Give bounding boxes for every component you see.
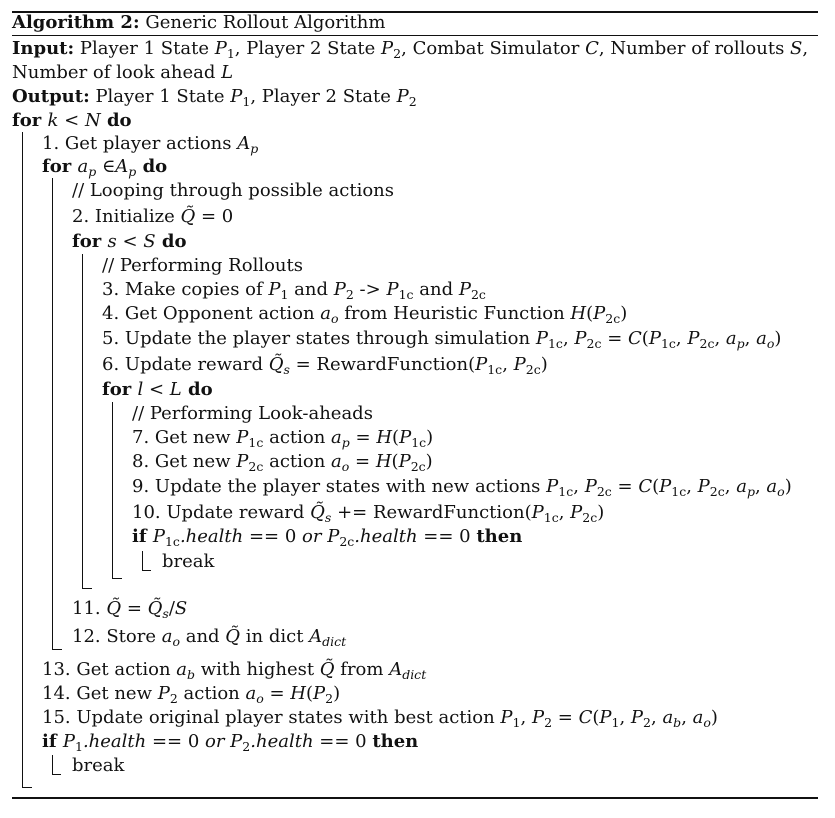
subscript-text: 2 [544,715,553,730]
subscript-text: o [256,691,264,706]
text-fragment: // Looping through possible actions [72,180,395,201]
subscript-text: o [341,459,350,474]
text-fragment: , [573,476,585,497]
text-fragment: a [331,427,342,448]
text-fragment: P [475,354,488,375]
text-fragment: a [766,476,778,497]
subscript-text: dict [322,634,347,649]
text-fragment: ) [784,476,792,497]
text-fragment: P [333,279,346,300]
text-fragment: P [236,427,249,448]
subscript-text: s [162,606,169,621]
text-fragment: P [236,451,249,472]
text-fragment: Player 1 State [89,86,231,107]
text-fragment: ( [305,683,314,704]
algo-line-for-lookahead [102,379,213,401]
text-fragment: P [513,354,526,375]
algo-line-3 [102,279,486,301]
block-foot-outer-for [22,787,32,788]
algo-line-5 [102,328,781,350]
text-fragment: Q̃ [268,354,284,375]
block-foot-for-rollouts [82,588,92,589]
text-fragment: Q̃ [106,598,122,619]
text-fragment: action [263,427,332,448]
subscript-text: o [766,336,775,351]
output-label: Output: [12,86,90,107]
text-fragment: P [381,38,394,59]
text-fragment: P [531,707,545,728]
input-line-continued [12,62,233,84]
algo-line-outer-for [12,110,132,132]
text-fragment: 4. Get Opponent action [102,303,321,324]
text-fragment: action [177,683,246,704]
block-foot-for-lookahead [112,578,122,579]
text-fragment: 14. Get new [42,683,158,704]
text-fragment: ) [426,427,434,448]
text-fragment: , Number of rollouts [598,38,791,59]
text-fragment: P [584,476,597,497]
text-fragment: N [84,110,101,131]
text-fragment: P [62,731,75,752]
text-fragment: and [413,279,459,300]
caption-rule [12,35,818,36]
subscript-text: 1 [226,46,235,61]
text-fragment: 10. Update reward [132,502,311,523]
text-fragment: P [687,328,700,349]
subscript-text: 2c [582,510,598,525]
input-text-2 [12,62,233,83]
text-fragment: // Performing Look-aheads [132,403,373,424]
subscript-text: 1 [242,94,251,109]
subscript-text: 1c [558,484,574,499]
text-fragment: H [376,427,393,448]
text-fragment: S [174,598,188,619]
text-fragment: P [630,707,644,728]
text-fragment: L [221,62,234,83]
text-fragment: P [386,279,399,300]
text-fragment: 1. Get player actions [42,133,238,154]
text-fragment: P [574,328,587,349]
text-fragment: , [619,707,631,728]
text-fragment: 7. Get new [132,427,237,448]
text-fragment: // Performing Rollouts [102,255,303,276]
text-fragment: a [725,328,737,349]
block-foot-for-actions [52,649,62,650]
text-fragment: , [714,328,726,349]
text-fragment: and [180,626,226,647]
text-fragment: do [155,231,187,252]
subscript-text: 1 [611,715,620,730]
subscript-text: p [250,141,259,156]
text-fragment: a [245,683,257,704]
text-fragment: Q̃ [180,206,196,227]
text-fragment: ) [597,502,605,523]
subscript-text: 2 [643,715,651,730]
text-fragment: ( [652,476,660,497]
text-fragment: and [288,279,334,300]
text-fragment: 5. Update the player states through simulation [102,328,536,349]
text-fragment: == 0 [146,731,205,752]
text-fragment: C [578,707,593,728]
subscript-text: p [88,164,97,179]
subscript-text: 2 [408,94,417,109]
subscript-text: 2c [470,287,486,302]
text-fragment: 15. Update original player states with best action [42,707,501,728]
text-fragment: , [650,707,663,728]
text-fragment: S [143,231,156,252]
text-fragment: P [327,526,340,547]
algo-line-2 [72,206,233,228]
text-fragment: a [692,707,704,728]
text-fragment: P [230,86,243,107]
algo-line-break-outer [72,755,124,777]
text-fragment: 6. Update reward [102,354,269,375]
text-fragment: P [648,328,661,349]
text-fragment: C [585,38,599,59]
subscript-text: 2 [325,691,334,706]
subscript-text: 2c [525,362,541,377]
subscript-text: 1c [547,336,563,351]
subscript-text: 1c [543,510,559,525]
algorithm-caption [12,12,385,34]
text-fragment: == 0 [313,731,373,752]
text-fragment: A [309,626,323,647]
text-fragment: Player 1 State [74,38,215,59]
text-fragment: do [136,156,168,177]
subscript-text: b [187,667,196,682]
text-fragment: k [47,110,59,131]
text-fragment: s [107,231,117,252]
text-fragment: a [77,156,89,177]
subscript-text: p [128,164,137,179]
text-fragment: Q̃ [310,502,325,523]
text-fragment: P [398,451,411,472]
text-fragment: .health [250,731,314,752]
algo-comment-looping [72,180,394,202]
subscript-text: 2c [596,484,612,499]
subscript-text: 2c [605,311,621,326]
text-fragment: H [570,303,587,324]
text-fragment: 12. Store [72,626,162,647]
text-fragment: A [237,133,251,154]
text-fragment: 9. Update the player states with new actions [132,476,547,497]
text-fragment: , [562,328,575,349]
text-fragment: P [458,279,471,300]
text-fragment: then [476,526,523,547]
block-bar-if-outer [52,755,53,775]
text-fragment: ( [391,451,399,472]
text-fragment: P [697,476,710,497]
text-fragment: then [372,731,419,752]
text-fragment: ( [586,303,594,324]
text-fragment: = [601,328,629,349]
block-foot-if-outer [52,774,61,775]
text-fragment: Q̃ [225,626,241,647]
text-fragment: .health [179,526,244,547]
text-fragment: ) [774,328,782,349]
text-fragment: , Player 2 State [234,38,382,59]
algo-line-14 [42,683,340,705]
text-fragment: C [628,328,642,349]
text-fragment: for [12,110,48,131]
subscript-text: 1c [398,287,414,302]
subscript-text: dict [402,667,427,682]
text-fragment: , [675,328,688,349]
block-bar-for-lookahead [112,402,113,579]
text-fragment: , [686,476,698,497]
algo-line-4 [102,303,627,325]
algo-line-13 [42,659,426,681]
algo-line-9 [132,476,792,498]
algo-line-8 [132,451,433,473]
algo-line-6 [102,354,548,376]
text-fragment: Number of look ahead [12,62,222,83]
text-fragment: H [375,451,392,472]
block-bar-for-actions [52,178,53,650]
subscript-text: o [777,484,785,499]
text-fragment: or [302,526,328,547]
algo-line-7 [132,427,433,449]
subscript-text: b [673,715,682,730]
text-fragment: ) [540,354,548,375]
algo-line-10 [132,502,604,524]
algorithm-label: Algorithm 2: [12,12,140,33]
text-fragment: H [290,683,306,704]
subscript-text: 2c [339,534,355,549]
text-fragment: = [552,707,579,728]
text-fragment: with highest [195,659,320,680]
text-fragment: / [168,598,175,619]
text-fragment: = RewardFunction( [289,354,476,375]
text-fragment: ) [620,303,628,324]
text-fragment: = 0 [195,206,234,227]
text-fragment: , [802,38,809,59]
block-bar-if-inner [142,551,143,571]
text-fragment: , [520,707,532,728]
text-fragment: .health [354,526,418,547]
text-fragment: P [399,427,412,448]
text-fragment: break [162,551,215,572]
text-fragment: in dict [240,626,310,647]
text-fragment: 13. Get action [42,659,177,680]
algo-line-if-inner [132,526,522,548]
text-fragment: P [599,707,612,728]
text-fragment: 2. Initialize [72,206,181,227]
subscript-text: 2c [248,459,264,474]
text-fragment: from [334,659,390,680]
subscript-text: s [324,510,332,525]
text-fragment: Q̃ [319,659,335,680]
text-fragment: a [331,451,342,472]
subscript-text: 1c [164,534,180,549]
text-fragment: P [230,731,243,752]
subscript-text: 2c [699,336,715,351]
block-bar-outer-for [22,132,23,788]
text-fragment: L [169,379,182,400]
text-fragment: ( [592,707,600,728]
algo-line-12 [72,626,346,648]
text-fragment: == 0 [417,526,477,547]
text-fragment: P [531,502,544,523]
text-fragment: do [100,110,132,131]
subscript-text: 1c [660,336,676,351]
text-fragment: a [662,707,674,728]
text-fragment: l [137,379,144,400]
text-fragment: P [268,279,281,300]
text-fragment: A [389,659,403,680]
block-foot-if-inner [142,570,151,571]
text-fragment: -> [353,279,387,300]
subscript-text: 1 [280,287,289,302]
text-fragment: ( [641,328,649,349]
algo-comment-lookahead [132,403,373,425]
algo-line-15 [42,707,718,729]
bottom-rule [12,797,818,799]
text-fragment: == 0 [243,526,303,547]
text-fragment: = [121,598,148,619]
text-fragment: a [320,303,332,324]
text-fragment: ) [425,451,433,472]
text-fragment: P [500,707,513,728]
text-fragment: P [152,526,165,547]
subscript-text: s [283,362,290,377]
subscript-text: o [172,634,180,649]
subscript-text: 2c [586,336,602,351]
text-fragment: , [558,502,571,523]
algo-line-11 [72,598,187,620]
text-fragment: A [115,156,129,177]
subscript-text: 2 [345,287,354,302]
text-fragment: += RewardFunction( [331,502,532,523]
subscript-text: p [341,435,350,450]
subscript-text: 1c [411,435,427,450]
text-fragment: ) [710,707,718,728]
text-fragment: P [396,86,409,107]
text-fragment: C [638,476,653,497]
text-fragment: < [116,231,144,252]
subscript-text: 2c [410,459,426,474]
text-fragment: ) [333,683,341,704]
text-fragment: P [157,683,170,704]
text-fragment: < [143,379,170,400]
text-fragment: , Player 2 State [250,86,397,107]
subscript-text: 2 [242,739,251,754]
subscript-text: 1c [487,362,503,377]
text-fragment: from Heuristic Function [338,303,571,324]
block-bar-for-rollouts [82,254,83,589]
text-fragment: action [263,451,332,472]
algo-line-for-rollouts [72,231,186,253]
text-fragment: a [756,328,767,349]
text-fragment: P [546,476,559,497]
input-label: Input: [12,38,75,59]
text-fragment: if [132,526,153,547]
text-fragment: a [736,476,747,497]
subscript-text: 1 [74,739,83,754]
text-fragment: P [593,303,606,324]
text-fragment: 3. Make copies of [102,279,269,300]
subscript-text: 1 [512,715,521,730]
text-fragment: for [72,231,108,252]
algo-line-break-inner [162,551,214,573]
text-fragment: 8. Get new [132,451,237,472]
subscript-text: 2 [169,691,178,706]
input-line [12,38,808,60]
subscript-text: o [703,715,711,730]
text-fragment: 11. [72,598,107,619]
text-fragment: , [502,354,514,375]
input-text-1 [74,38,808,59]
text-fragment: or [205,731,231,752]
output-text [90,86,417,107]
text-fragment: Q̃ [147,598,163,619]
text-fragment: = [611,476,639,497]
text-fragment: P [313,683,326,704]
subscript-text: o [331,311,339,326]
text-fragment: = [263,683,291,704]
algo-line-for-actions [42,156,167,178]
text-fragment: .health [82,731,147,752]
text-fragment: , [744,328,757,349]
text-fragment: , [724,476,737,497]
subscript-text: 2 [393,46,402,61]
algo-line-1 [42,133,258,155]
text-fragment: a [176,659,188,680]
subscript-text: p [746,484,755,499]
text-fragment: ( [392,427,400,448]
algo-line-if-outer [42,731,418,753]
text-fragment: P [535,328,548,349]
text-fragment: , [681,707,693,728]
text-fragment: P [570,502,583,523]
text-fragment: if [42,731,63,752]
text-fragment: = [349,427,377,448]
algorithm-title: Generic Rollout Algorithm [145,12,386,33]
text-fragment: for [102,379,138,400]
text-fragment: < [58,110,85,131]
text-fragment: P [659,476,672,497]
text-fragment: S [790,38,803,59]
subscript-text: p [736,336,745,351]
text-fragment: ∈ [96,156,116,177]
text-fragment: do [181,379,213,400]
subscript-text: 2c [709,484,725,499]
text-fragment: a [161,626,173,647]
text-fragment: for [42,156,78,177]
text-fragment: P [214,38,227,59]
algo-comment-rollouts [102,255,303,277]
text-fragment: , [754,476,767,497]
subscript-text: 1c [248,435,264,450]
text-fragment: break [72,755,125,776]
text-fragment: = [349,451,376,472]
output-line [12,86,417,108]
subscript-text: 1c [671,484,687,499]
text-fragment: , Combat Simulator [401,38,586,59]
